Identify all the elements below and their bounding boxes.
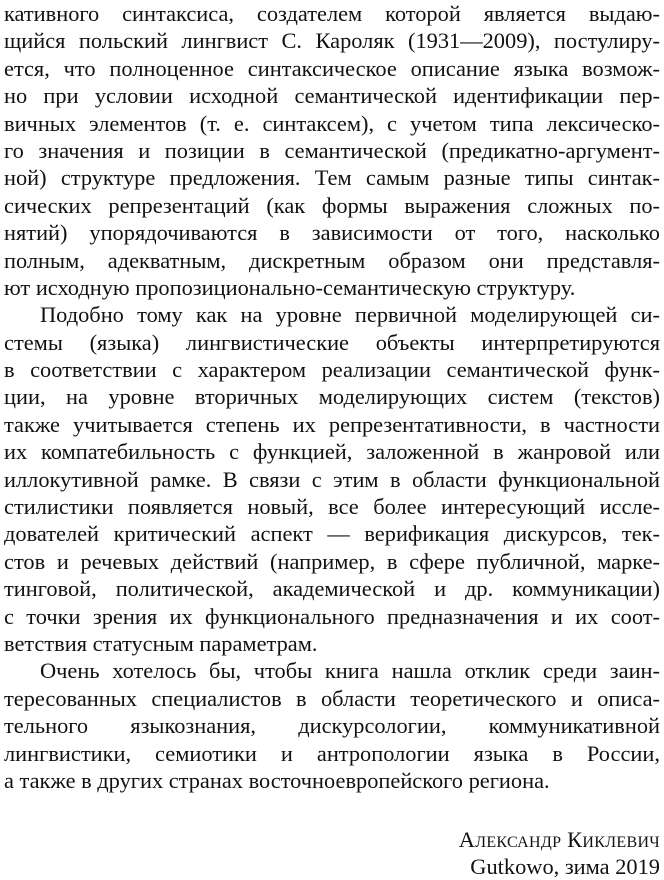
text-line: но при условии исходной семантической идентификации пер- — [4, 83, 660, 109]
text-line: кативного синтаксиса, создателем которой является выдаю- — [4, 1, 660, 26]
text-line: дователей критический аспект — верификация дискурсов, тек- — [4, 521, 660, 547]
text-line: щийся польский лингвист С. Кароляк (1931—2009), постулиру- — [4, 28, 660, 54]
text-line: их компатебильность с функцией, заложенной в жанровой или — [4, 439, 660, 465]
text-line: а также в других странах восточноевропейского региона. — [4, 767, 550, 793]
document-page — [4, 0, 660, 794]
text-line: тинговой, политической, академической и др. коммуникации) — [4, 576, 660, 602]
place-date: Gutkowo, зима 2019 — [470, 854, 660, 879]
text-line: нятий) упорядочиваются в зависимости от того, насколько — [4, 220, 660, 246]
signature-block — [459, 826, 660, 880]
text-line: стов и речевых действий (например, в сфере публичной, марке- — [4, 548, 660, 574]
text-line: также учитывается степень их репрезентативности, в частности — [4, 411, 660, 437]
author-name: Александр Киклевич — [458, 827, 660, 852]
text-line: ется, что полноценное синтаксическое описание языка возмож- — [4, 55, 660, 81]
text-line: лингвистики, семиотики и антропологии языка в России, — [4, 740, 660, 766]
text-line: тельного языкознания, дискурсологии, коммуникативной — [4, 713, 660, 739]
text-line: вичных элементов (т. е. синтаксем), с учетом типа лексическо- — [4, 110, 660, 136]
text-line: Подобно тому как на уровне первичной моделирующей си- — [40, 302, 660, 328]
text-line: ной) структуре предложения. Тем самым разные типы синтак- — [4, 165, 660, 191]
text-line: тересованных специалистов в области теоретического и описа- — [4, 685, 660, 711]
text-line: ветствия статусным параметрам. — [4, 630, 318, 656]
text-line: с точки зрения их функционального предназначения и их соот- — [4, 603, 660, 629]
text-line: ции, на уровне вторичных моделирующих систем (текстов) — [4, 384, 660, 410]
text-line: в соответствии с характером реализации семантической функ- — [4, 357, 660, 383]
text-line: ют исходную пропозиционально-семантическую структуру. — [4, 274, 576, 300]
paragraph-1 — [4, 0, 660, 301]
paragraph-2 — [4, 301, 660, 657]
text-line: полным, адекватным, дискретным образом они представля- — [4, 247, 660, 273]
text-line: стемы (языка) лингвистические объекты интерпретируются — [4, 329, 660, 355]
text-line: иллокутивной рамке. В связи с этим в области функциональной — [4, 466, 660, 492]
text-line: Очень хотелось бы, чтобы книга нашла отклик среди заин- — [40, 658, 660, 684]
text-line: стилистики появляется новый, все более интересующий иссле- — [4, 494, 660, 520]
paragraph-3 — [4, 657, 660, 794]
text-line: сических репрезентаций (как формы выражения сложных по- — [4, 192, 660, 218]
text-line: го значения и позиции в семантической (предикатно-аргумент- — [4, 137, 660, 163]
